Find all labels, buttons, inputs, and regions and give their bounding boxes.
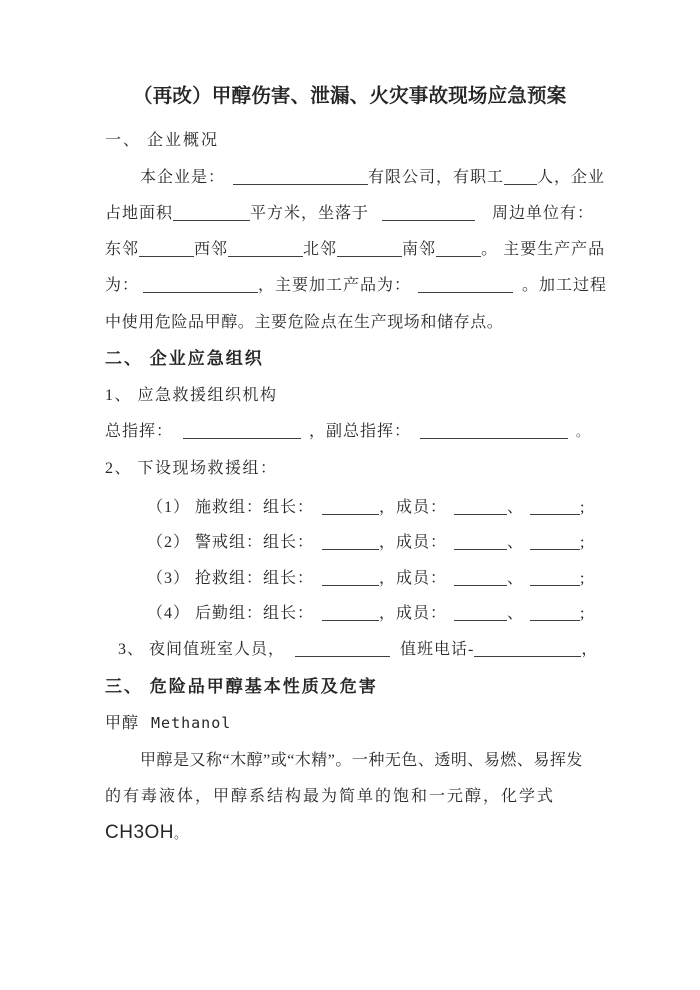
blank-member-1	[454, 499, 507, 515]
section2-heading: 二、 企业应急组织	[105, 349, 264, 368]
text-segment: 、	[507, 605, 525, 622]
blank-member-2	[530, 605, 580, 621]
methanol-desc-line-2: 的有毒液体，甲醇系结构最为简单的饱和一元醇，化学式	[105, 788, 556, 805]
substance-name-line	[105, 710, 231, 737]
text-segment: 北邻	[303, 241, 338, 258]
methanol-desc-line-1: 甲醇是又称“木醇”或“木精”。一种无色、透明、易燃、易挥发	[140, 752, 583, 769]
blank-chief-commander	[183, 423, 301, 439]
blank-east-neighbor	[139, 241, 194, 257]
company-intro-line-5: 中使用危险品甲醇。主要危险点在生产现场和储存点。	[105, 314, 504, 331]
blank-main-product	[143, 277, 258, 293]
blank-west-neighbor	[228, 241, 303, 257]
text-segment: ，成员：	[379, 570, 448, 587]
rescue-group-row	[147, 530, 586, 556]
blank-staff-count	[504, 169, 537, 185]
rescue-group-row	[147, 601, 586, 627]
night-duty-line	[118, 637, 598, 663]
text-segment: 为：	[105, 277, 140, 294]
text-segment: （4） 后勤组：组长：	[147, 605, 315, 622]
text-segment: 、	[507, 534, 525, 551]
text-segment: ，成员：	[379, 499, 448, 516]
doc-title: （再改）甲醇伤害、泄漏、火灾事故现场应急预案	[133, 86, 567, 107]
commanders-line	[105, 419, 589, 445]
chemical-formula: CH3OH	[105, 822, 175, 843]
text-segment: 、	[507, 499, 525, 516]
rescue-group-row	[147, 566, 586, 592]
substance-name-cn: 甲醇	[105, 715, 140, 732]
rescue-group-row	[147, 495, 586, 521]
blank-member-1	[454, 570, 507, 586]
section3-heading: 三、 危险品甲醇基本性质及危害	[105, 677, 378, 696]
text-segment: 。	[174, 826, 189, 841]
text-segment: 。 主要生产产品	[481, 241, 606, 258]
text-segment: 南邻	[402, 241, 437, 258]
blank-deputy-commander	[420, 423, 568, 439]
text-segment: 人，企业	[537, 169, 606, 186]
substance-name-en: Methanol	[151, 714, 232, 732]
text-segment: 总指挥：	[105, 423, 174, 440]
text-segment: 。加工过程	[522, 277, 608, 294]
text-segment: 本企业是：	[140, 169, 226, 186]
text-segment: 3、 夜间值班室人员，	[118, 641, 286, 658]
blank-member-1	[454, 605, 507, 621]
company-intro-line-3	[105, 237, 605, 263]
formula-line	[105, 820, 188, 847]
blank-night-staff	[295, 641, 390, 657]
text-segment: （3） 抢救组：组长：	[147, 570, 315, 587]
blank-company-name	[233, 169, 368, 185]
text-segment: 值班电话-	[400, 641, 475, 658]
text-segment: （2） 警戒组：组长：	[147, 534, 315, 551]
blank-north-neighbor	[337, 241, 402, 257]
blank-group-leader	[322, 570, 379, 586]
blank-member-2	[530, 570, 580, 586]
blank-member-2	[530, 499, 580, 515]
blank-group-leader	[322, 499, 379, 515]
rescue-teams-subheading: 2、 下设现场救援组：	[105, 460, 278, 477]
text-segment: ，副总指挥：	[309, 423, 412, 440]
blank-duty-phone	[474, 641, 581, 657]
text-segment: ;	[580, 570, 586, 587]
blank-group-leader	[322, 605, 379, 621]
section1-heading: 一、 企业概况	[105, 132, 220, 149]
blank-group-leader	[322, 534, 379, 550]
blank-member-1	[454, 534, 507, 550]
text-segment: ，成员：	[379, 534, 448, 551]
text-segment: ;	[580, 534, 586, 551]
company-intro-line-1	[140, 165, 605, 191]
blank-south-neighbor	[436, 241, 481, 257]
org-structure-subheading: 1、 应急救援组织机构	[105, 387, 278, 404]
text-segment: ;	[580, 605, 586, 622]
text-segment: ，成员：	[379, 605, 448, 622]
text-segment: ，	[581, 641, 599, 658]
blank-address	[382, 205, 475, 221]
text-segment: 有限公司，有职工	[368, 169, 505, 186]
blank-member-2	[530, 534, 580, 550]
text-segment: 西邻	[194, 241, 229, 258]
company-intro-line-2	[105, 201, 594, 227]
text-segment: 东邻	[105, 241, 140, 258]
text-segment: （1） 施救组：组长：	[147, 499, 315, 516]
text-segment: 。	[576, 425, 590, 439]
company-intro-line-4	[105, 273, 607, 299]
blank-area	[173, 205, 250, 221]
text-segment: 周边单位有：	[492, 205, 595, 222]
text-segment: 、	[507, 570, 525, 587]
text-segment: 平方米，坐落于	[250, 205, 370, 222]
text-segment: ，主要加工产品为：	[258, 277, 412, 294]
text-segment: 占地面积	[105, 205, 174, 222]
blank-processed-product	[418, 277, 513, 293]
text-segment: ;	[580, 499, 586, 516]
